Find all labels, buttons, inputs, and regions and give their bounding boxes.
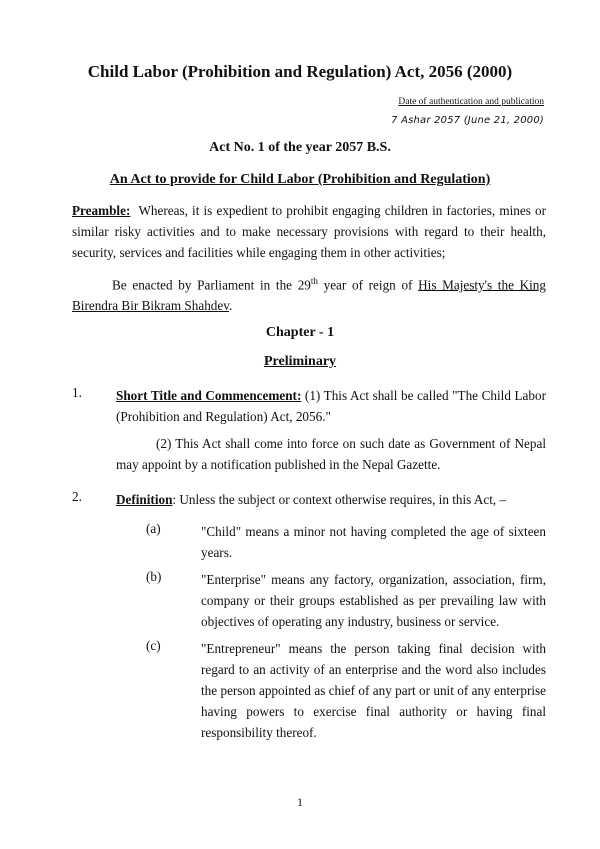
section-1-body — [116, 385, 546, 427]
enacted-pre: Be enacted by Parliament in the 29 — [112, 277, 311, 293]
clause-a-label: (a) — [146, 521, 161, 536]
section-1-text: (1) This Act shall be called "The Child Labor (Prohibition and Regulation) Act, 2056." — [116, 388, 546, 424]
chapter-number: Chapter - 1 — [265, 325, 335, 340]
act-heading: An Act to provide for Child Labor (Prohibition and Regulation) — [109, 172, 491, 187]
section-1-title: Short Title and Commencement: — [116, 388, 302, 403]
chapter-title: Preliminary — [263, 354, 337, 369]
act-number: Act No. 1 of the year 2057 B.S. — [209, 140, 391, 155]
enacted-superscript: th — [310, 276, 318, 286]
preamble-text: Whereas, it is expedient to prohibit engaging children in factories, mines or similar risky activities and to make necessary provisions with regard to their health, security, services and facilities while engaging them in other activities; — [72, 203, 547, 260]
enacted-king: His Majesty's the King Birendra Bir Bikram Shahdev — [72, 277, 546, 314]
clause-b-label: (b) — [146, 569, 162, 584]
enactment-paragraph — [72, 271, 546, 316]
preamble-label: Preamble: — [72, 203, 131, 218]
preamble-paragraph — [72, 200, 546, 263]
clause-c-text: "Entrepreneur" means the person taking final decision with regard to an activity of an enterprise and the word also includes the person appointed as chief of any part or unit of any enterprise having powers to exercise final authority or having final responsibility thereof. — [201, 641, 546, 740]
section-2-body — [116, 489, 546, 510]
authentication-date: 7 Ashar 2057 (June 21, 2000) — [391, 115, 544, 126]
section-1-number: 1. — [72, 385, 82, 400]
section-2-title: Definition — [116, 492, 173, 507]
clause-c-label: (c) — [146, 638, 161, 653]
section-2-text: : Unless the subject or context otherwise requires, in this Act, – — [172, 492, 507, 507]
section-1-subsection-2: (2) This Act shall come into force on such date as Government of Nepal may appoint by a notification published in the Nepal Gazette. — [116, 436, 546, 472]
section-2-number: 2. — [72, 489, 82, 504]
document-title: Child Labor (Prohibition and Regulation) Act, 2056 (2000) — [87, 62, 513, 81]
page-number: 1 — [297, 795, 303, 809]
clause-a-text: "Child" means a minor not having completed the age of sixteen years. — [201, 524, 546, 560]
enacted-mid: year of reign of — [317, 277, 419, 293]
clause-b-text: "Enterprise" means any factory, organization, association, firm, company or their groups established as per prevailing law with objectives of operating any industry, business or service. — [201, 572, 546, 629]
enacted-end: . — [229, 298, 233, 314]
authentication-label: Date of authentication and publication — [398, 97, 544, 107]
